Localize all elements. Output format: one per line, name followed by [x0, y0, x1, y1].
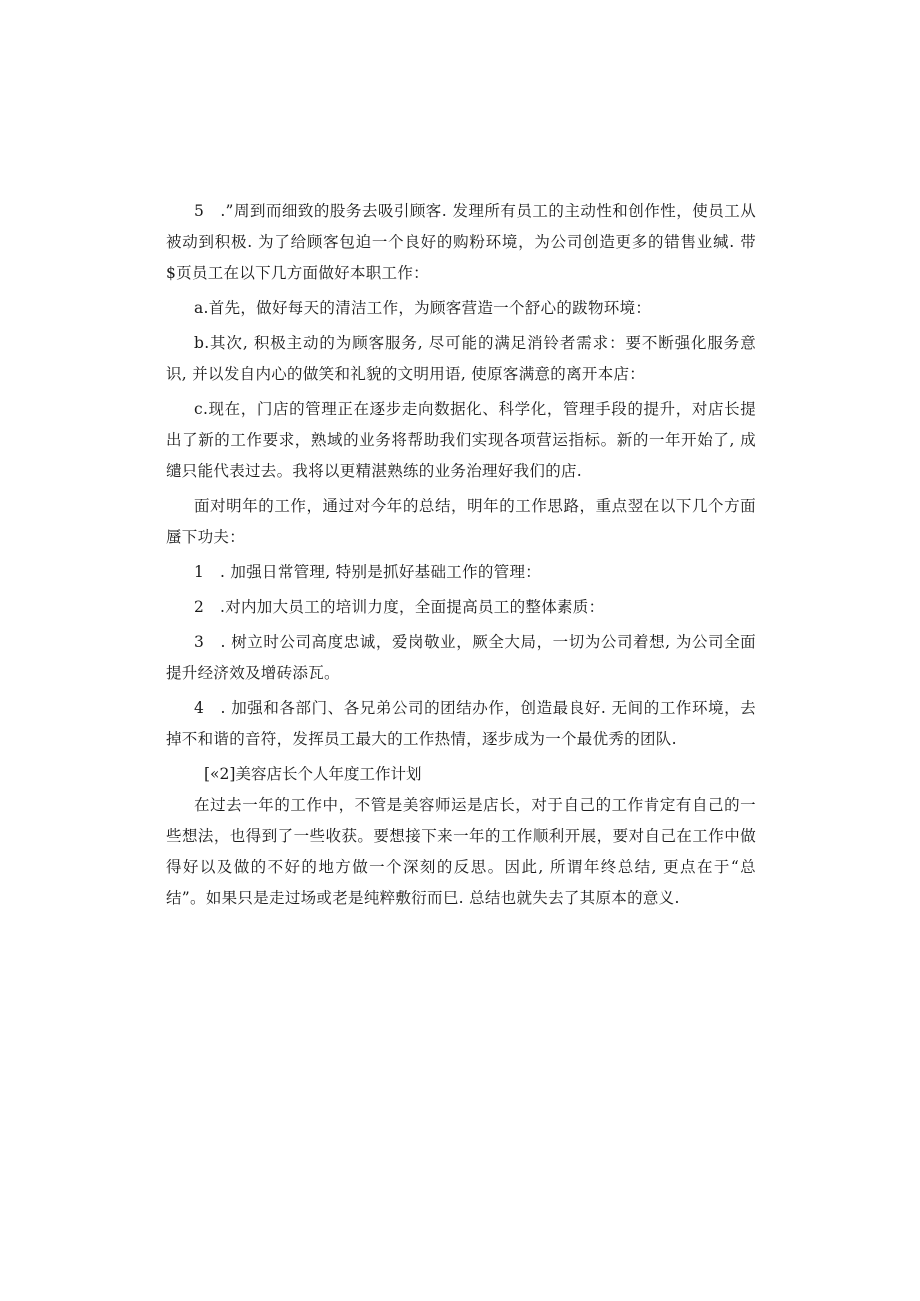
- paragraph-point-a: a.首先，做好每天的清洁工作，为顾客营造一个舒心的跋物环境：: [194, 299, 652, 317]
- paragraph-list-item-1: 1 . 加强日常管理, 特别是抓好基础工作的管理：: [194, 563, 542, 581]
- document-body: [166, 196, 756, 914]
- paragraph-next-year-intro: 面对明年的工作，通过对今年的总结，明年的工作思路，重点翌在以下几个方面蜃下功夫：: [166, 497, 756, 546]
- paragraph-point-c: c.现在，门店的管理正在逐步走向数据化、科学化，管理手段的提升，对店长提出了新的工作要求，熟域的业务将帮助我们实现各项营运指标。新的一年开始了, 成缱只能代表过去。我将以更精湛熟练的业务治理好我们的店.: [166, 400, 756, 480]
- section-heading: [«2]美容店长个人年度工作计划: [204, 765, 422, 783]
- paragraph-final: 在过去一年的工作中，不管是美容师运是店长，对于自己的工作肯定有自己的一些想法，也得到了一些收获。要想接下来一年的工作顺利开展，要对自己在工作中做得好以及做的不好的地方做一个深刻的反思。因此, 所谓年终总结, 更点在于“总结”。如果只是走过场或老是纯粹敷衍而巳. 总结也就失去了其原本的意义.: [166, 796, 756, 907]
- paragraph-list-item-3: 3 . 树立时公司高度忠诚，爱岗敬业，厥全大局，一切为公司着想, 为公司全面提升经济效及增砖添瓦。: [166, 633, 756, 682]
- paragraph-list-item-4: 4 . 加强和各部门、各兄弟公司的团结办作，创造最良好. 无间的工作环境，去掉不和谐的音符，发挥员工最大的工作热情，逐步成为一个最优秀的团队.: [166, 699, 756, 748]
- paragraph-list-item-2: 2 .对内加大员工的培训力度，全面提高员工的整体素质：: [194, 598, 605, 616]
- paragraph-item-5: 5 .”周到而细致的股务去吸引顾客. 发理所有员工的主动性和创作性，使员工从被动到积极. 为了给顾客包迫一个良好的购粉环境，为公司创造更多的错售业缄. 带$页员工在以下几方面做好本职工作：: [166, 202, 756, 282]
- paragraph-point-b: b.其次, 积极主动的为顾客服务, 尽可能的满足消铃者需求：要不断强化服务意识, 并以发自内心的做笑和礼貌的文明用语, 使原客满意的离开本店：: [166, 334, 756, 383]
